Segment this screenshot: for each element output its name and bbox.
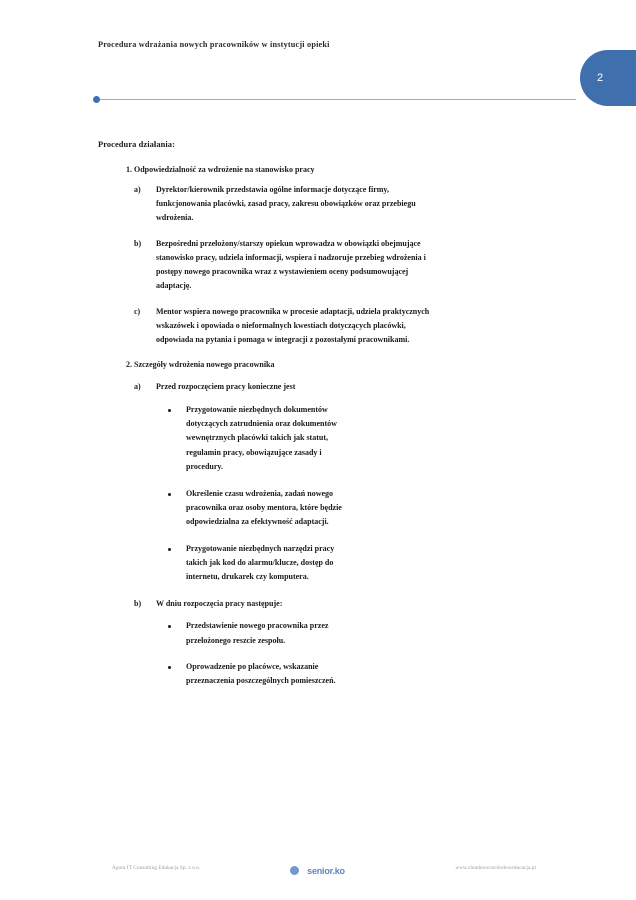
list-item-text: W dniu rozpoczęcia pracy następuje: bbox=[156, 598, 283, 608]
header-divider-dot-icon bbox=[93, 96, 100, 103]
page-number: 2 bbox=[596, 72, 604, 84]
list-item bbox=[134, 597, 536, 689]
page-header bbox=[0, 0, 636, 120]
list-item bbox=[156, 660, 442, 689]
list-marker: 2. bbox=[126, 360, 132, 370]
list-item bbox=[156, 619, 442, 648]
list-item bbox=[134, 237, 536, 294]
lettered-list bbox=[134, 380, 536, 688]
list-item-text: Odpowiedzialność za wdrożenie na stanowisko pracy bbox=[134, 165, 315, 174]
list-item bbox=[134, 305, 536, 348]
page-number-tab bbox=[580, 50, 636, 106]
section-title: Procedura działania: bbox=[98, 140, 175, 149]
bullet-icon bbox=[168, 625, 171, 628]
lettered-list bbox=[134, 183, 536, 347]
header-divider bbox=[98, 99, 576, 100]
page-footer bbox=[0, 830, 636, 900]
footer-logo bbox=[288, 858, 364, 876]
list-item-text: Przygotowanie niezbędnych narzędzi pracy takich jak kod do alarmu/klucze, dostęp do internetu, drukarek czy komputera. bbox=[186, 543, 335, 582]
list-item bbox=[134, 183, 536, 226]
list-item-text: Określenie czasu wdrożenia, zadań nowego pracownika oraz osoby mentora, które będzie odpowiedzialna za efektywność adaptacji. bbox=[186, 488, 342, 527]
list-item bbox=[0, 163, 636, 347]
list-item bbox=[0, 358, 636, 688]
bullet-list bbox=[156, 619, 442, 689]
bullet-icon bbox=[168, 409, 171, 412]
list-item-text: Przed rozpoczęciem pracy konieczne jest bbox=[156, 382, 296, 392]
header-title: Procedura wdrażania nowych pracowników w instytucji opieki bbox=[98, 40, 330, 49]
list-item-text: Szczegóły wdrożenia nowego pracownika bbox=[134, 360, 275, 370]
list-item bbox=[156, 487, 442, 530]
list-item bbox=[156, 403, 442, 475]
list-marker: 1. bbox=[126, 165, 132, 174]
footer-website: www.cloudnowoscilodoweducacja.pl bbox=[455, 865, 536, 871]
list-item-text: Dyrektor/kierownik przedstawia ogólne informacje dotyczące firmy, funkcjonowania placówki, zasad pracy, zakresu obowiązków oraz przebiegu wdrożenia. bbox=[156, 185, 416, 223]
list-marker: b) bbox=[134, 598, 142, 608]
footer-company: Agora IT Consulting Edukacja Sp. z o.o. bbox=[112, 865, 201, 871]
footer-logo-text: senior.ko bbox=[307, 866, 345, 876]
list-item-text: Bezpośredni przełożony/starszy opiekun wprowadza w obowiązki obejmujące stanowisko pracy, udziela informacji, wspiera i nadzoruje przebieg wdrożenia i postępy nowego pracownika wraz z wystawieniem oceny podsumowującej adaptację. bbox=[156, 238, 426, 291]
bullet-list bbox=[156, 403, 442, 585]
list-item-text: Przygotowanie niezbędnych dokumentów dotyczących zatrudnienia oraz dokumentów wewnętrznych placówki takich jak statut, regulamin pracy, obowiązujące zasady i procedury. bbox=[186, 404, 337, 472]
list-item bbox=[156, 542, 442, 585]
list-marker: c) bbox=[134, 306, 141, 316]
list-item-text: Oprowadzenie po placówce, wskazanie przeznaczenia poszczególnych pomieszczeń. bbox=[186, 661, 336, 686]
bullet-icon bbox=[168, 493, 171, 496]
list-item bbox=[134, 380, 536, 585]
bullet-icon bbox=[168, 548, 171, 551]
list-marker: a) bbox=[134, 185, 141, 194]
numbered-list bbox=[0, 163, 636, 689]
list-item-text: Przedstawienie nowego pracownika przez przełożonego reszcie zespołu. bbox=[186, 621, 329, 645]
document-body bbox=[0, 140, 636, 701]
list-item-text: Mentor wspiera nowego pracownika w procesie adaptacji, udziela praktycznych wskazówek i opowiada o nieformalnych kwestiach dotyczących placówki, odpowiada na pytania i pomaga w integracji z pozostałymi pracownikami. bbox=[156, 306, 430, 345]
bullet-icon bbox=[168, 666, 171, 669]
list-marker: a) bbox=[134, 382, 141, 392]
list-marker: b) bbox=[134, 238, 142, 248]
